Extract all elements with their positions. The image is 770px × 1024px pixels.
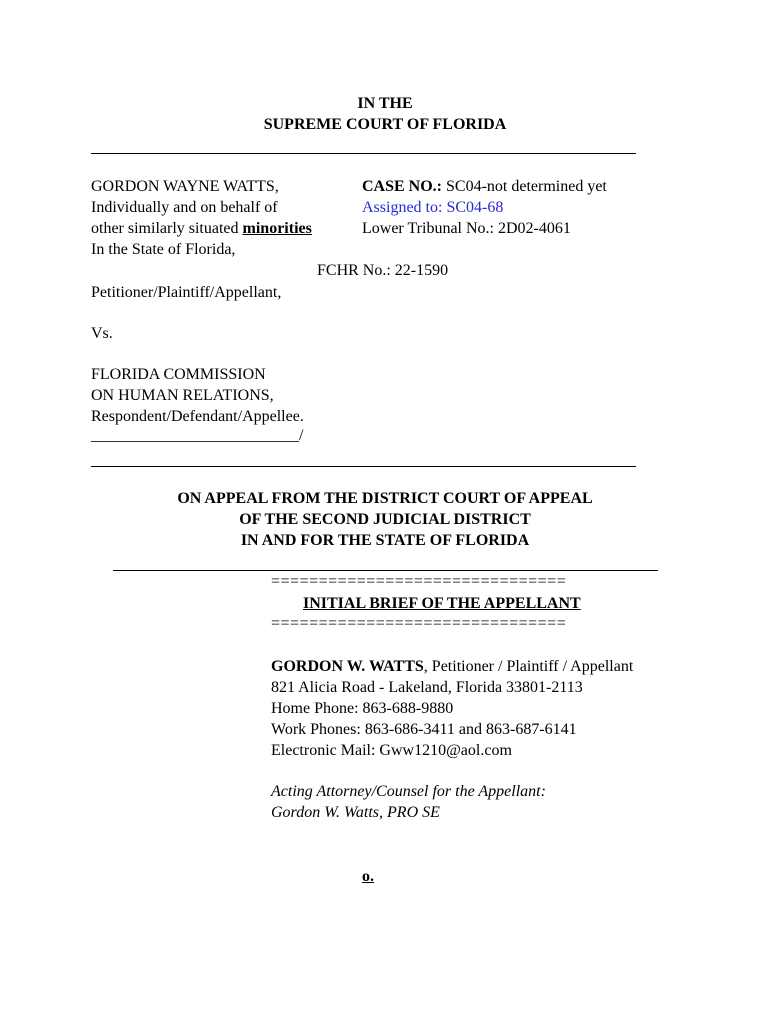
email-address: Electronic Mail: Gww1210@aol.com <box>271 742 512 759</box>
counsel-line1: Acting Attorney/Counsel for the Appellant: <box>271 783 546 800</box>
appellant-name-bold: GORDON W. WATTS <box>271 658 424 675</box>
title-separator-top: =============================== <box>271 573 567 590</box>
title-separator-bottom: =============================== <box>271 615 567 632</box>
appellant-name <box>271 657 633 677</box>
case-number-value: SC04-not determined yet <box>442 178 607 195</box>
fchr-number: FCHR No.: 22-1590 <box>317 262 449 279</box>
appellant-address: 821 Alicia Road - Lakeland, Florida 33801-2113 <box>271 679 583 696</box>
caption-divider <box>91 466 636 467</box>
court-line-in-the: IN THE <box>357 95 413 112</box>
petitioner-capacity: Individually and on behalf of <box>91 199 278 216</box>
minorities-text: minorities <box>242 220 312 237</box>
petitioner-state: In the State of Florida, <box>91 241 236 258</box>
petitioner-name: GORDON WAYNE WATTS, <box>91 178 279 195</box>
respondent-name-line1: FLORIDA COMMISSION <box>91 366 266 383</box>
appeal-heading-line3: IN AND FOR THE STATE OF FLORIDA <box>240 532 530 549</box>
assigned-case-link[interactable]: Assigned to: SC04-68 <box>362 199 504 216</box>
petitioner-class-text: other similarly situated <box>91 220 243 237</box>
case-number <box>362 177 607 197</box>
appellant-role: , Petitioner / Plaintiff / Appellant <box>423 658 634 675</box>
case-number-label: CASE NO.: <box>362 178 443 195</box>
petitioner-class <box>91 219 312 239</box>
respondent-name-line2: ON HUMAN RELATIONS, <box>91 387 274 404</box>
page-number: o. <box>362 868 374 885</box>
versus-text: Vs. <box>91 325 113 342</box>
petitioner-role: Petitioner/Plaintiff/Appellant, <box>91 284 282 301</box>
respondent-role: Respondent/Defendant/Appellee. <box>91 408 304 425</box>
appeal-divider <box>113 570 658 571</box>
court-name: SUPREME COURT OF FLORIDA <box>263 116 507 133</box>
appeal-heading-line1: ON APPEAL FROM THE DISTRICT COURT OF APPEAL <box>177 490 593 507</box>
appeal-heading-line2: OF THE SECOND JUDICIAL DISTRICT <box>239 511 531 528</box>
home-phone: Home Phone: 863-688-9880 <box>271 700 454 717</box>
lower-tribunal-number: Lower Tribunal No.: 2D02-4061 <box>362 220 571 237</box>
counsel-line2: Gordon W. Watts, PRO SE <box>271 804 440 821</box>
work-phones: Work Phones: 863-686-3411 and 863-687-6141 <box>271 721 577 738</box>
brief-title: INITIAL BRIEF OF THE APPELLANT <box>303 595 581 612</box>
top-divider <box>91 153 636 154</box>
caption-closing-line: __________________________/ <box>91 427 304 444</box>
